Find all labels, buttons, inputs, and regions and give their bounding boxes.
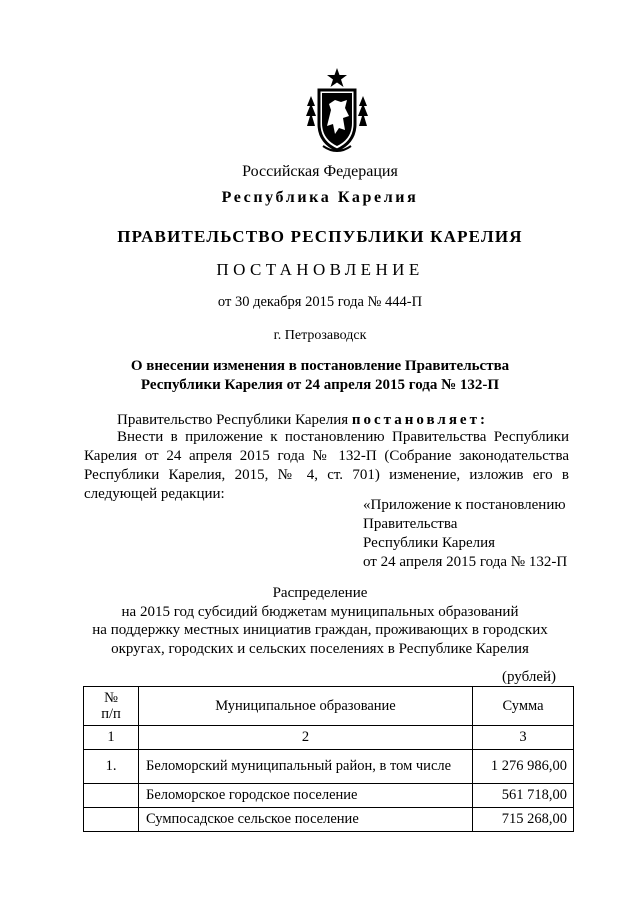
row-sum: 1 276 986,00	[473, 750, 574, 784]
column-number-3: 3	[473, 726, 574, 750]
header-municipality: Муниципальное образование	[139, 687, 473, 726]
subject-line-2: Республики Карелия от 24 апреля 2015 года № 132-П	[140, 377, 500, 393]
row-number	[84, 784, 139, 808]
table-row	[84, 808, 574, 832]
resolution-intro-text: Правительство Республики Карелия	[117, 412, 352, 428]
distribution-line-4: округах, городских и сельских поселениях в Республике Карелия	[111, 640, 529, 657]
table-header-row	[84, 687, 574, 726]
karelia-coat-of-arms-icon	[303, 66, 371, 154]
annex-line-2: Правительства	[363, 516, 458, 532]
subsidy-table	[83, 686, 574, 832]
header-number-line-1: №	[104, 690, 118, 706]
government-title: ПРАВИТЕЛЬСТВО РЕСПУБЛИКИ КАРЕЛИЯ	[117, 227, 523, 246]
row-number	[84, 808, 139, 832]
document-subject	[0, 357, 640, 395]
distribution-title	[0, 584, 640, 658]
document-date-number: от 30 декабря 2015 года № 444-П	[217, 294, 423, 310]
annex-line-1: «Приложение к постановлению	[363, 497, 566, 513]
annex-line-3: Республики Карелия	[363, 535, 496, 551]
header-number-line-2: п/п	[101, 706, 121, 722]
row-number: 1.	[84, 750, 139, 784]
row-municipality: Беломорский муниципальный район, в том числе	[139, 750, 473, 784]
column-number-2: 2	[139, 726, 473, 750]
republic-name: Республика Карелия	[221, 189, 419, 206]
distribution-line-2: на 2015 год субсидий бюджетам муниципальных образований	[121, 603, 519, 620]
header-number	[84, 687, 139, 726]
table-units: (рублей)	[502, 669, 557, 685]
subject-line-1: О внесении изменения в постановление Правительства	[130, 358, 510, 374]
table-row	[84, 784, 574, 808]
resolution-paragraph: Внести в приложение к постановлению Правительства Республики Карелия от 24 апреля 2015 года № 132-П (Собрание законодательства Республики Карелия, 2015, № 4, ст. 701) изменение, изложив его в следующей редакции:	[84, 429, 569, 502]
distribution-line-3: на поддержку местных инициатив граждан, проживающих в городских	[92, 622, 548, 638]
document-type: ПОСТАНОВЛЕНИЕ	[216, 260, 424, 279]
distribution-line-1: Распределение	[272, 585, 368, 601]
row-municipality: Сумпосадское сельское поселение	[139, 808, 473, 832]
row-sum: 715 268,00	[473, 808, 574, 832]
row-sum: 561 718,00	[473, 784, 574, 808]
header-sum: Сумма	[473, 687, 574, 726]
table-row	[84, 750, 574, 784]
annex-line-4: от 24 апреля 2015 года № 132-П	[363, 554, 568, 570]
resolution-keyword: постановляет:	[351, 412, 488, 428]
country-name: Российская Федерация	[242, 163, 398, 180]
annex-reference	[363, 496, 567, 572]
column-number-1: 1	[84, 726, 139, 750]
table-column-numbers-row	[84, 726, 574, 750]
row-municipality: Беломорское городское поселение	[139, 784, 473, 808]
document-city: г. Петрозаводск	[273, 328, 367, 343]
